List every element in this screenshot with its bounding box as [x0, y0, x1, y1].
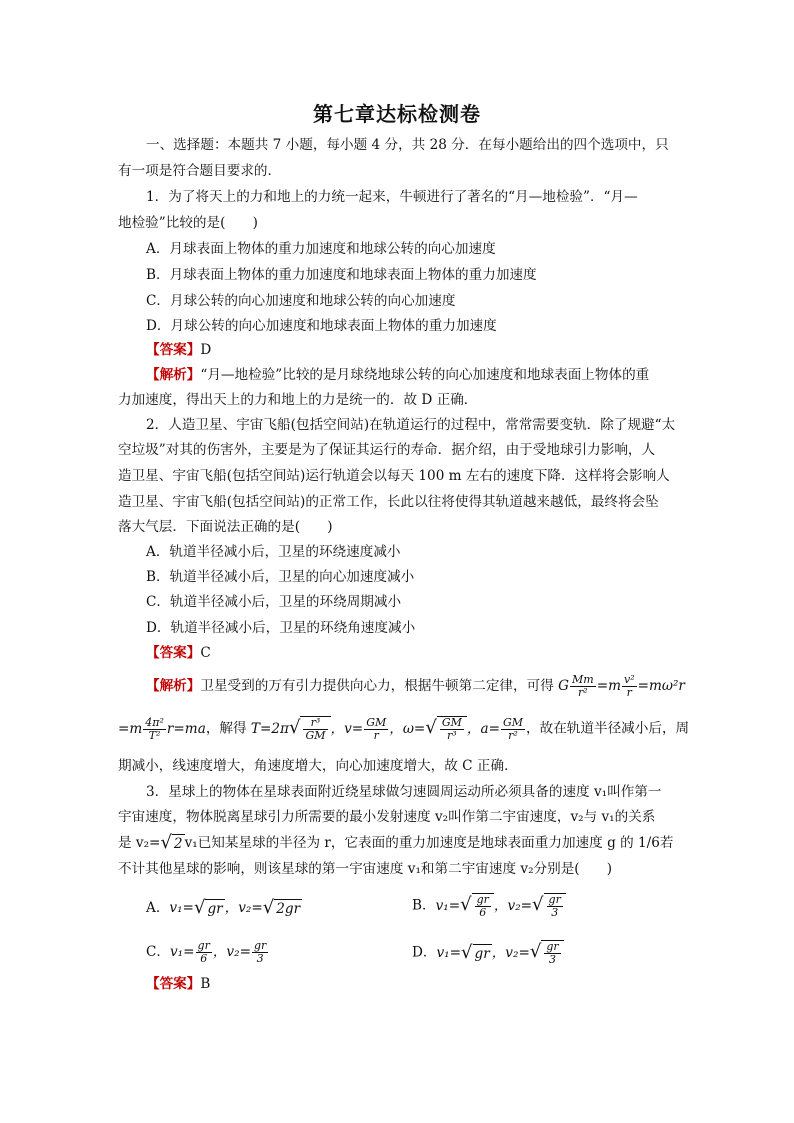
q3-stem-line4: 不计其他星球的影响，则该星球的第一宇宙速度 v₁和第二宇宙速度 v₂分别是( ) [118, 861, 613, 877]
q1-option-a: A．月球表面上物体的重力加速度和地球公转的向心加速度 [146, 241, 496, 257]
q2-option-a: A．轨道半径减小后，卫星的环绕速度减小 [146, 544, 401, 560]
analysis-tag: 【解析】 [146, 678, 201, 694]
stem-text: 是 v₂= [118, 835, 161, 851]
q1-answer [146, 341, 678, 359]
formula-option-a: v₁=√ gr ，v₂=√ 2gr [169, 897, 301, 918]
analysis-text: ，故在轨道半径减小后，周 [526, 720, 690, 737]
option-label: D． [412, 944, 437, 961]
formula-sqrt2: √ 2 [160, 832, 183, 853]
q2-option-d: D．轨道半径减小后，卫星的环绕角速度减小 [146, 620, 416, 636]
formula-option-d: v₁=√ gr ，v₂=√ $\frac{gr}{3}$ [437, 945, 564, 961]
answer-value: B [200, 976, 211, 992]
q2-stem-line2: 空垃圾”对其的伤害外，主要是为了保证其运行的寿命．据介绍，由于受地球引力影响，人 [118, 442, 656, 458]
answer-tag: 【答案】 [146, 645, 201, 661]
q1-stem-line2: 地检验”比较的是( ) [118, 215, 258, 231]
analysis-text: “月—地检验”比较的是月球绕地球公转的向心加速度和地球表面上物体的重 [200, 367, 650, 383]
formula-results: T=2π√ $\frac{\text{r³}}{GM}$ ，v= $\frac{GM}{r}$ ，ω=√ $\frac{GM}{\text{r³}}$ ，a= $\frac{GM}{\text{r²}}$ [250, 715, 524, 742]
q3-option-b [412, 893, 794, 919]
answer-tag: 【答案】 [146, 976, 201, 992]
section-instructions-line2: 有一项是符合题目要求的． [118, 163, 282, 179]
q2-analysis-line1 [146, 673, 685, 699]
q1-analysis-line2: 力加速度，得出天上的力和地上的力是统一的．故 D 正确． [118, 392, 478, 408]
q3-stem-line2: 宇宙速度，物体脱离星球引力所需要的最小发射速度 v₂叫作第二宇宙速度，v₂与 v₁的关系 [118, 809, 656, 825]
q1-option-b: B．月球表面上物体的重力加速度和地球表面上物体的重力加速度 [146, 267, 537, 283]
q2-stem-line5: 落大气层．下面说法正确的是( ) [118, 519, 333, 535]
q2-answer [146, 644, 678, 662]
formula-period: =m $\frac{\text{4π²}}{\text{T²}}$ r=ma [118, 715, 206, 742]
q1-analysis-line1 [146, 366, 678, 384]
q3-option-d [412, 940, 794, 966]
q1-option-d: D．月球公转的向心加速度和地球表面上物体的重力加速度 [146, 318, 497, 334]
q2-analysis-line2 [118, 715, 690, 742]
analysis-text: ，解得 [205, 720, 247, 737]
stem-text: v₁已知某星球的半径为 r，它表面的重力加速度是地球表面重力加速度 g 的 1/6若 [184, 835, 674, 851]
formula-option-c: v₁= $\frac{gr}{6}$ ，v₂= $\frac{gr}{3}$ [170, 939, 267, 965]
option-label: C． [146, 944, 170, 960]
q1-stem-line1: 1．为了将天上的力和地上的力统一起来，牛顿进行了著名的“月—地检验”．“月— [146, 189, 638, 205]
q2-option-b: B．轨道半径减小后，卫星的向心加速度减小 [146, 569, 415, 585]
q3-answer [146, 975, 678, 993]
analysis-text: 卫星受到的万有引力提供向心力，根据牛顿第二定律，可得 [200, 678, 554, 694]
q2-stem-line4: 造卫星、宇宙飞船(包括空间站)的正常工作，长此以往将使得其轨道越来越低，最终将会坠 [118, 494, 659, 510]
q2-analysis-line3: 期减小，线速度增大，角速度增大，向心加速度增大，故 C 正确． [118, 758, 518, 774]
q3-stem-line1: 3．星球上的物体在星球表面附近绕星球做匀速圆周运动所必须具备的速度 v₁叫作第一 [146, 784, 662, 800]
q3-stem-line3 [118, 834, 678, 853]
formula-option-b: v₁=√ $\frac{gr}{6}$ ，v₂=√ $\frac{gr}{3}$ [436, 898, 566, 914]
q2-stem-line3: 造卫星、宇宙飞船(包括空间站)运行轨道会以每天 100 m 左右的速度下降．这样将会影响人 [118, 468, 670, 484]
section-instructions-line1: 一、选择题：本题共 7 小题，每小题 4 分，共 28 分．在每小题给出的四个选项中，只 [146, 137, 669, 153]
q1-option-c: C．月球公转的向心加速度和地球公转的向心加速度 [146, 293, 456, 309]
analysis-tag: 【解析】 [146, 367, 201, 383]
q2-stem-line1: 2．人造卫星、宇宙飞船(包括空间站)在轨道运行的过程中，常常需要变轨．除了规避“太 [146, 417, 676, 433]
q2-option-c: C．轨道半径减小后，卫星的环绕周期减小 [146, 594, 402, 610]
option-label: A． [146, 900, 170, 916]
page-title: 第七章达标检测卷 [313, 102, 481, 126]
answer-tag: 【答案】 [146, 342, 201, 358]
answer-value: D [200, 342, 212, 358]
formula-gravity: G $\frac{Mm}{\text{r²}}$ =m $\frac{\text{v²}}{r}$ =mω²r [558, 673, 685, 699]
option-label: B． [412, 897, 436, 914]
answer-value: C [200, 645, 211, 661]
